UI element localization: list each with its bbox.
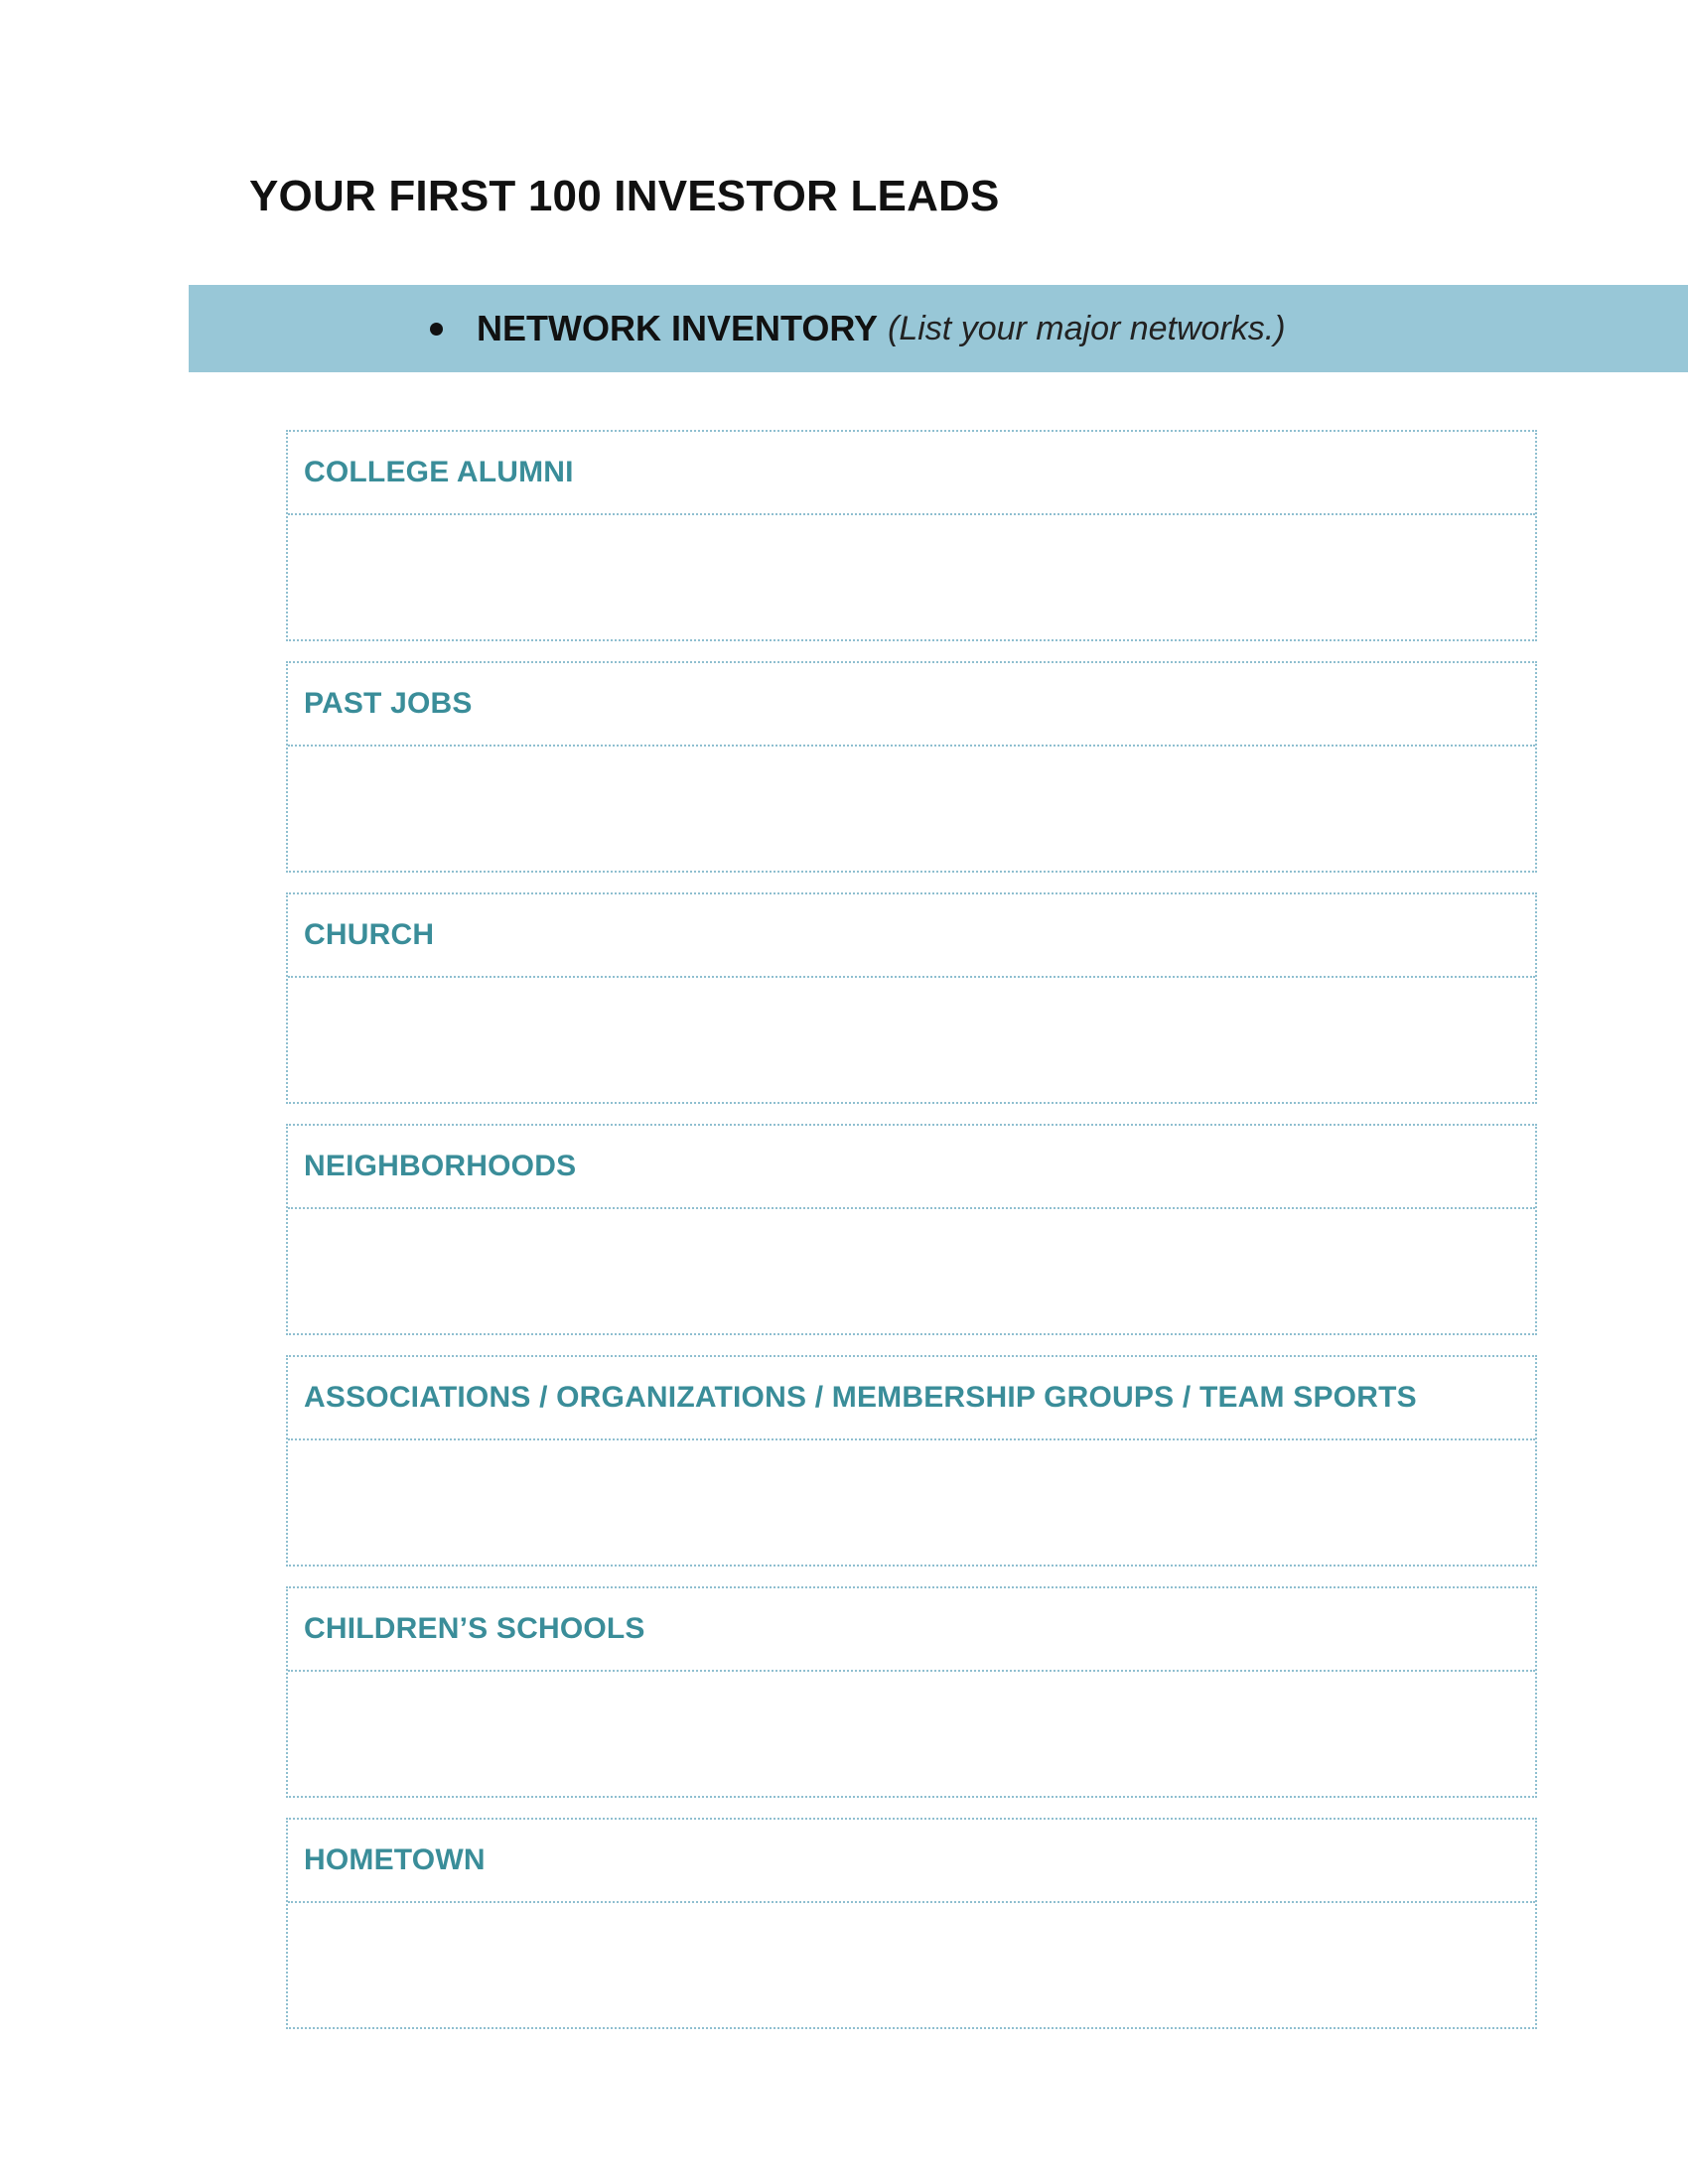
- network-box-church: [286, 892, 1537, 1104]
- network-label: CHURCH: [288, 894, 1535, 978]
- network-entry-field[interactable]: [288, 978, 1535, 1102]
- network-entry-field[interactable]: [288, 1209, 1535, 1333]
- network-box-associations: [286, 1355, 1537, 1567]
- network-label: COLLEGE ALUMNI: [288, 432, 1535, 515]
- network-entry-field[interactable]: [288, 1672, 1535, 1796]
- section-heading: NETWORK INVENTORY: [477, 308, 879, 348]
- bullet-icon: [430, 323, 443, 336]
- network-label: ASSOCIATIONS / ORGANIZATIONS / MEMBERSHIP GROUPS / TEAM SPORTS: [288, 1357, 1535, 1440]
- network-label: PAST JOBS: [288, 663, 1535, 747]
- page-title: YOUR FIRST 100 INVESTOR LEADS: [249, 172, 1000, 220]
- network-label: CHILDREN’S SCHOOLS: [288, 1588, 1535, 1672]
- section-header: [477, 285, 1286, 372]
- network-box-neighborhoods: [286, 1124, 1537, 1335]
- network-entry-field[interactable]: [288, 1440, 1535, 1565]
- network-label: HOMETOWN: [288, 1820, 1535, 1903]
- network-box-childrens-schools: [286, 1586, 1537, 1798]
- network-entry-field[interactable]: [288, 515, 1535, 639]
- section-instruction: (List your major networks.): [888, 309, 1286, 347]
- network-box-past-jobs: [286, 661, 1537, 873]
- network-entry-field[interactable]: [288, 1903, 1535, 2027]
- network-label: NEIGHBORHOODS: [288, 1126, 1535, 1209]
- network-box-college-alumni: [286, 430, 1537, 641]
- network-inventory-banner: [189, 285, 1688, 372]
- network-box-hometown: [286, 1818, 1537, 2029]
- network-entry-field[interactable]: [288, 747, 1535, 871]
